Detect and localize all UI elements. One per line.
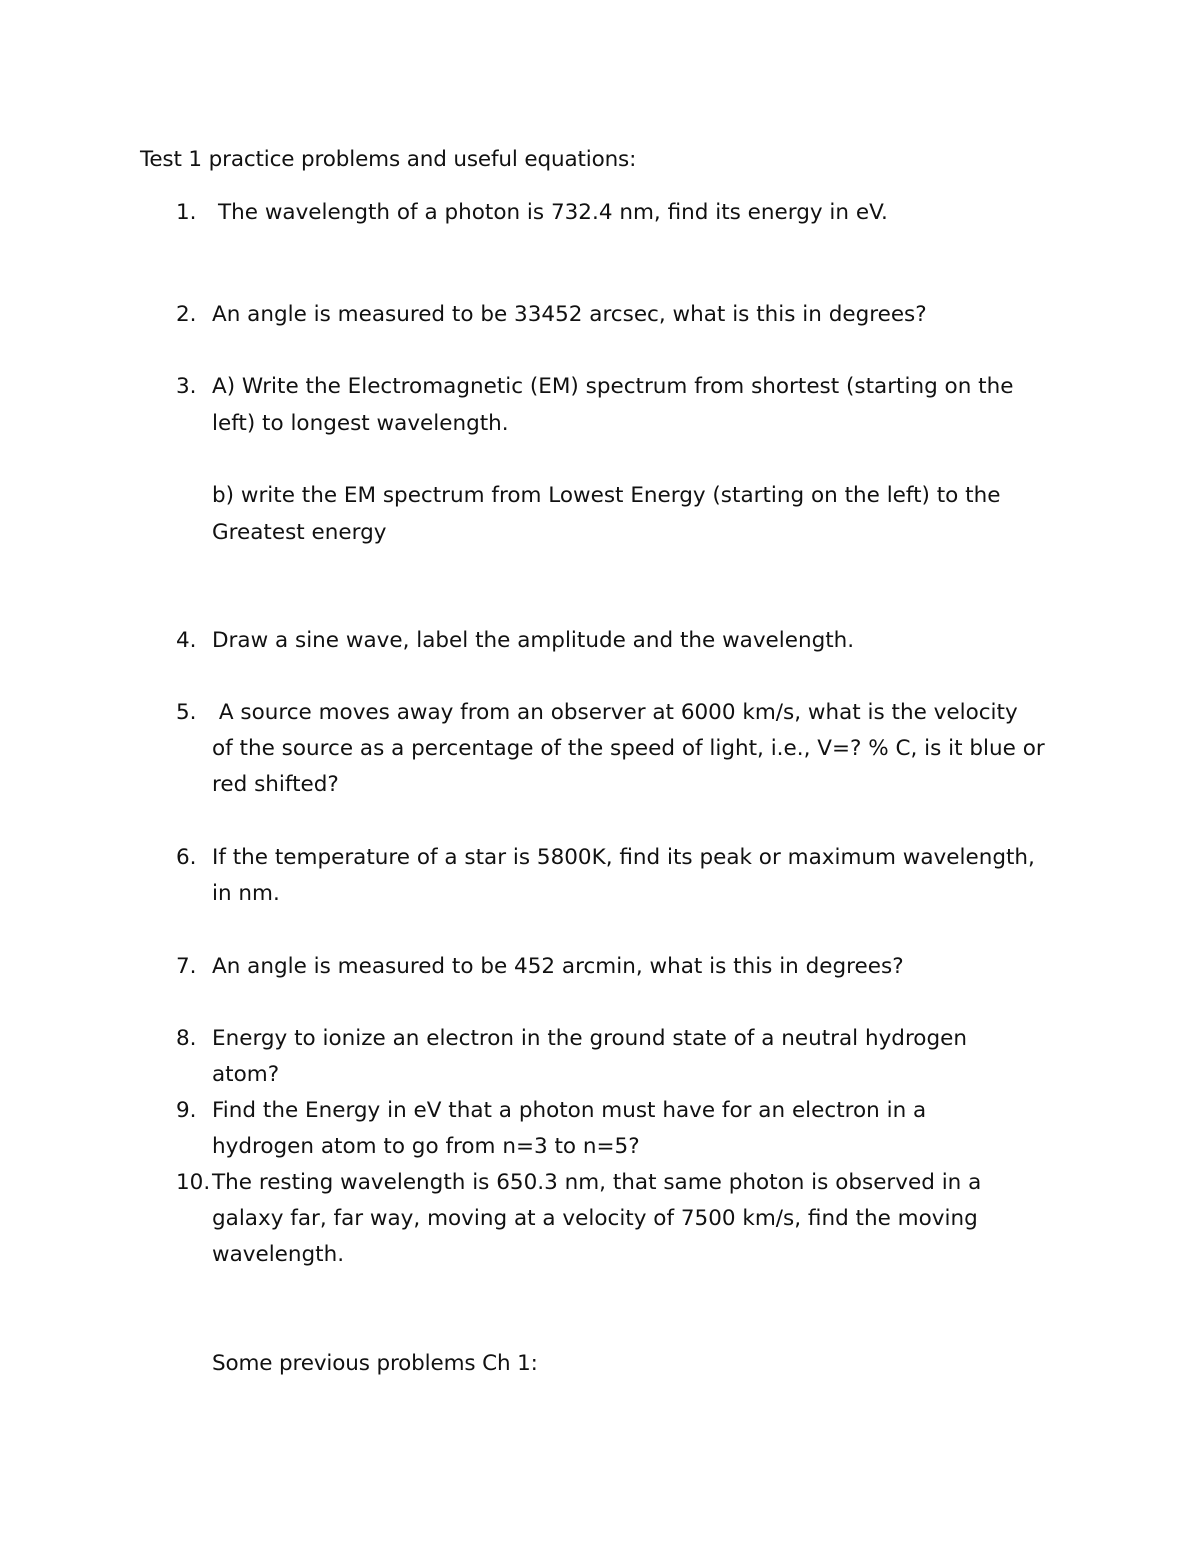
- question-number: 10.: [176, 1170, 211, 1195]
- question-number: 5.: [176, 700, 197, 725]
- question-text-line: red shifted?: [212, 772, 339, 797]
- question-text-line: Find the Energy in eV that a photon must have for an electron in a: [212, 1098, 927, 1123]
- question-text: An angle is measured to be 33452 arcsec, what is this in degrees?: [212, 302, 927, 327]
- question-number: 2.: [176, 302, 197, 327]
- question-text-line: The resting wavelength is 650.3 nm, that same photon is observed in a: [212, 1170, 982, 1195]
- question-text-line: in nm.: [212, 881, 280, 906]
- question-text-line: left) to longest wavelength.: [212, 411, 509, 436]
- question-text: An angle is measured to be 452 arcmin, what is this in degrees?: [212, 954, 904, 979]
- question-number: 9.: [176, 1098, 197, 1123]
- question-text-line: b) write the EM spectrum from Lowest Energy (starting on the left) to the: [212, 483, 1001, 508]
- question-text-line: of the source as a percentage of the speed of light, i.e., V=? % C, is it blue or: [212, 736, 1045, 761]
- question-number: 1.: [176, 200, 197, 225]
- section-heading: Some previous problems Ch 1:: [212, 1351, 538, 1376]
- question-text-line: wavelength.: [212, 1242, 345, 1267]
- question-number: 7.: [176, 954, 197, 979]
- question-text-line: Greatest energy: [212, 520, 387, 545]
- question-number: 4.: [176, 628, 197, 653]
- question-text-line: Energy to ionize an electron in the ground state of a neutral hydrogen: [212, 1026, 967, 1051]
- question-number: 8.: [176, 1026, 197, 1051]
- page-title: Test 1 practice problems and useful equations:: [140, 147, 637, 172]
- question-text-line: atom?: [212, 1062, 280, 1087]
- question-text-line: A source moves away from an observer at 6000 km/s, what is the velocity: [212, 700, 1018, 725]
- question-text-line: A) Write the Electromagnetic (EM) spectrum from shortest (starting on the: [212, 374, 1014, 399]
- question-text-line: galaxy far, far way, moving at a velocity of 7500 km/s, find the moving: [212, 1206, 978, 1231]
- question-text: Draw a sine wave, label the amplitude and the wavelength.: [212, 628, 855, 653]
- question-text: The wavelength of a photon is 732.4 nm, find its energy in eV.: [218, 200, 888, 225]
- question-number: 3.: [176, 374, 197, 399]
- question-text-line: If the temperature of a star is 5800K, find its peak or maximum wavelength,: [212, 845, 1035, 870]
- question-text-line: hydrogen atom to go from n=3 to n=5?: [212, 1134, 640, 1159]
- question-number: 6.: [176, 845, 197, 870]
